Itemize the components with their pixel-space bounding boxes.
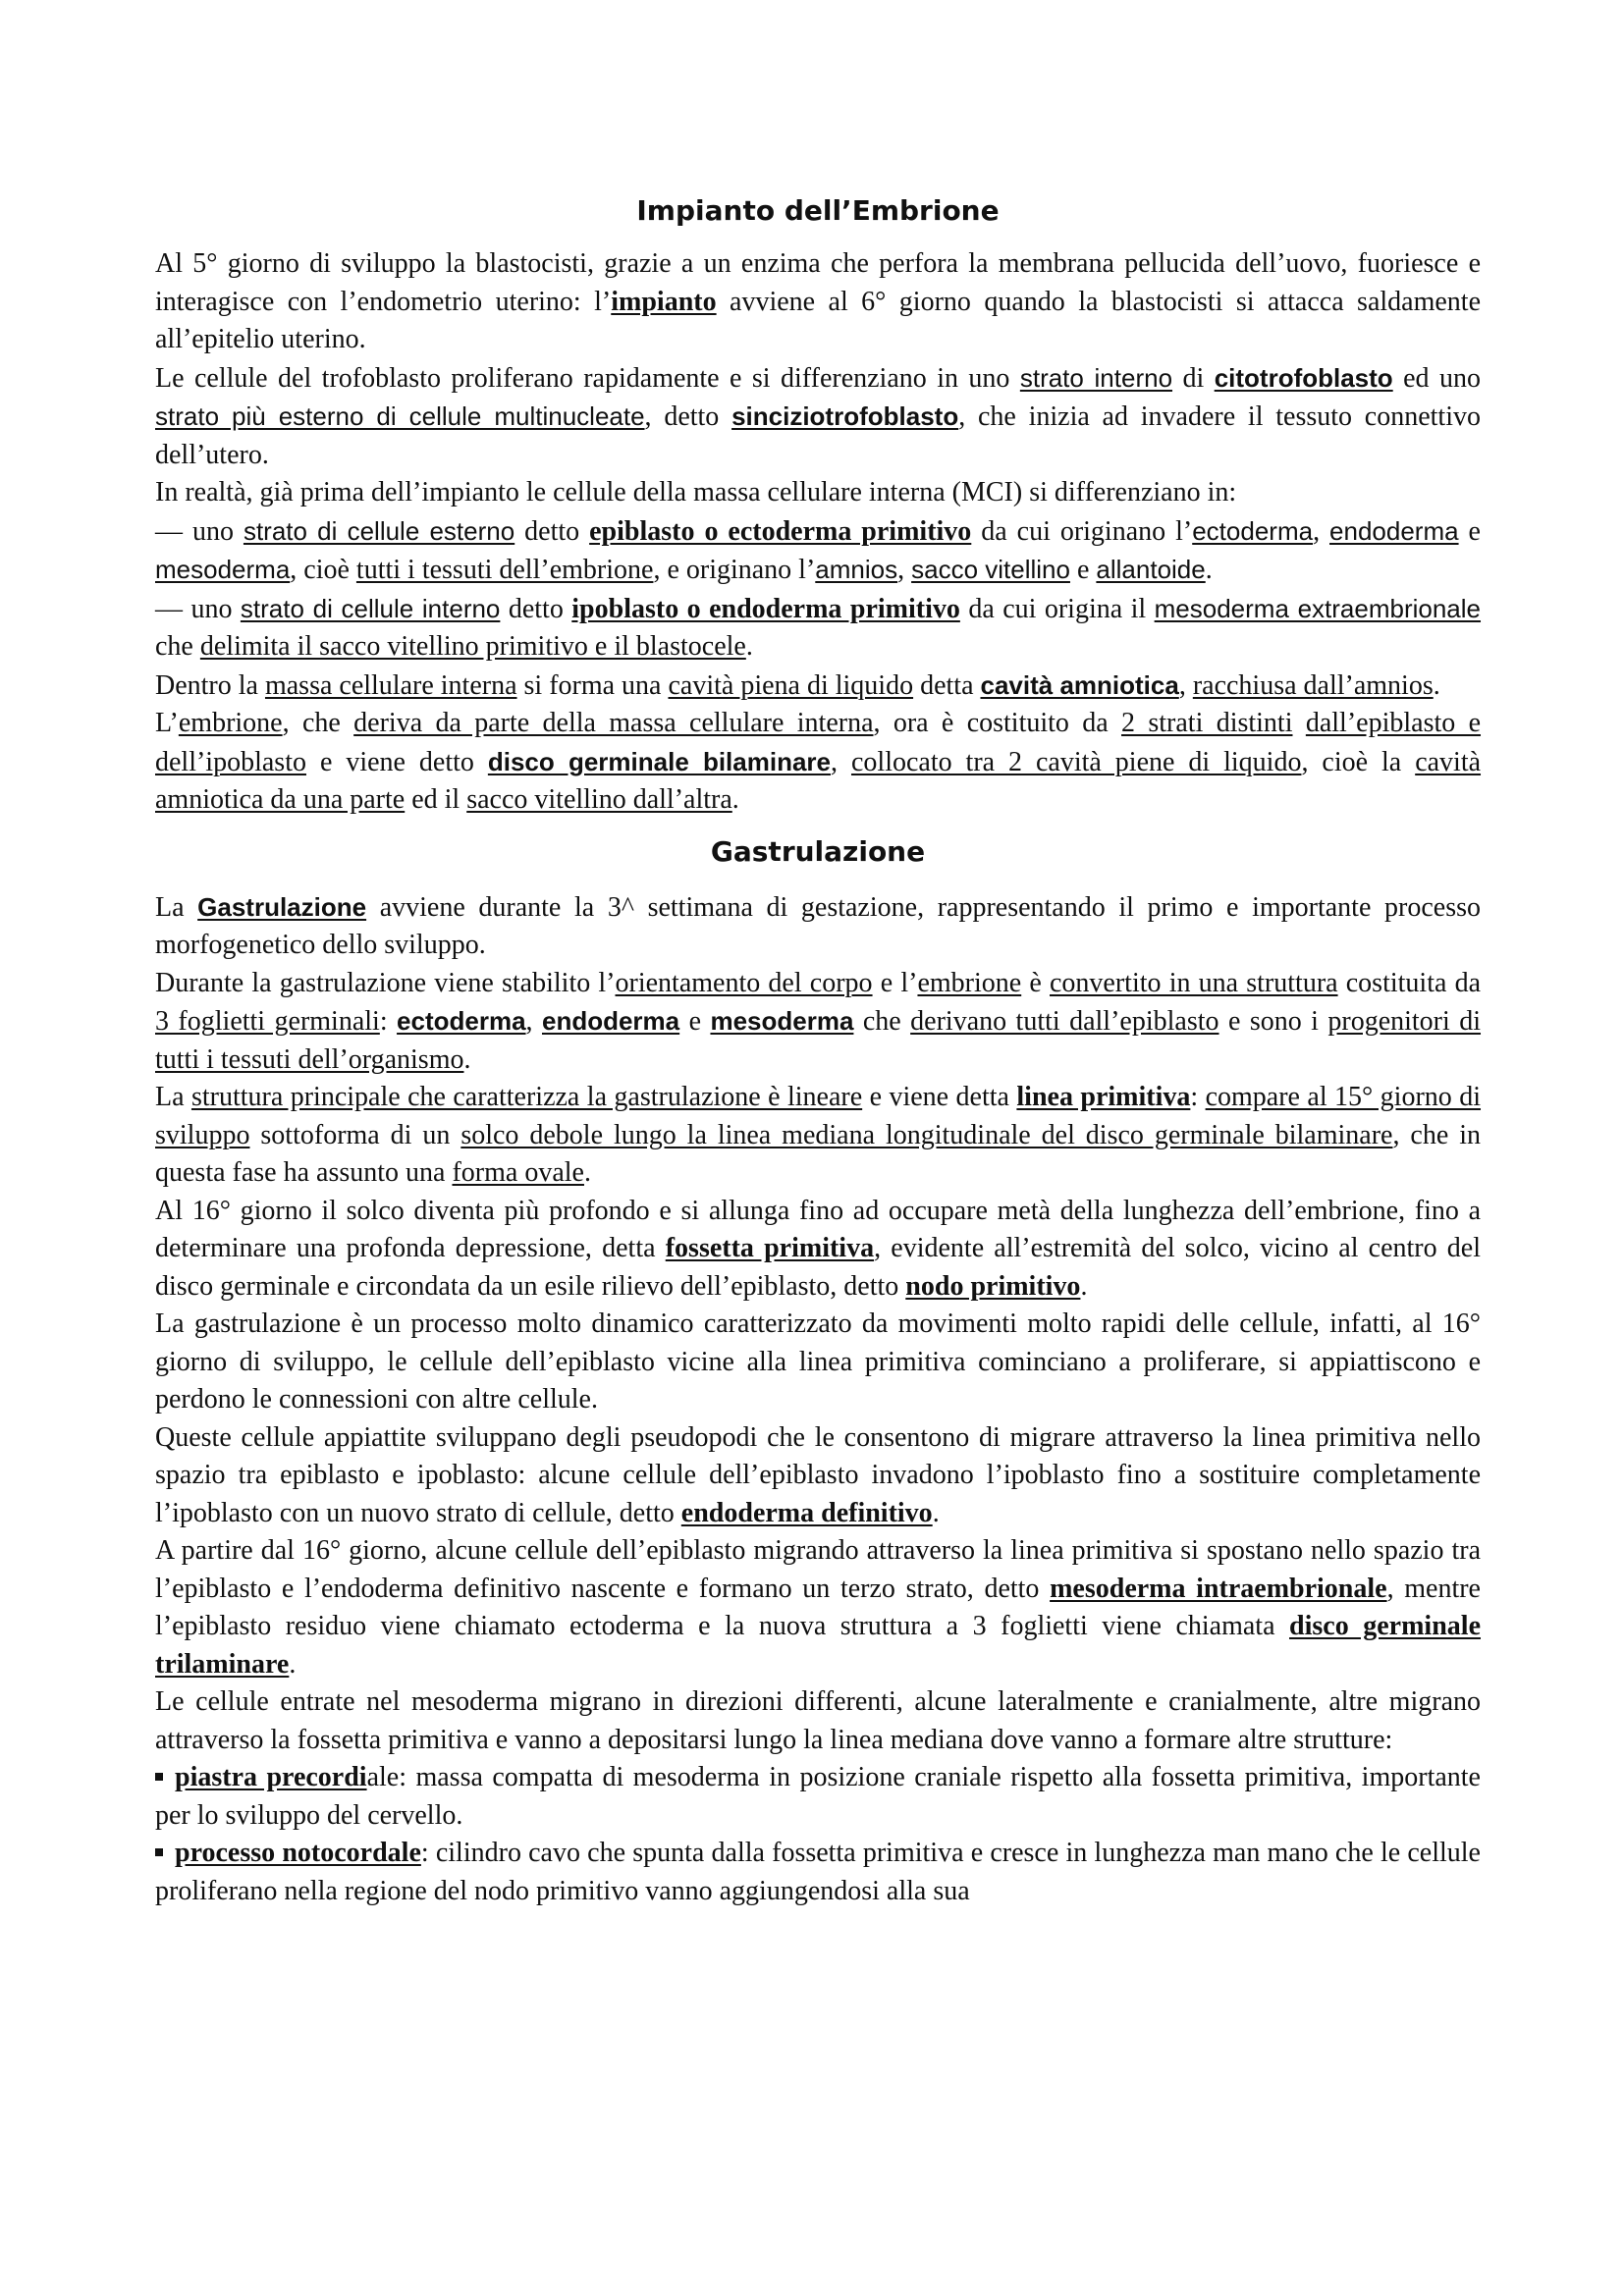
text: , cioè (290, 555, 356, 585)
text: L’ (155, 708, 179, 738)
term: forma ovale (452, 1157, 584, 1188)
text: A partire dal 16° giorno, alcune cellule dell’epiblasto migrando attraverso la linea primitiva si spostano nello spazio tra l’epiblasto e l’endoderma definitivo nascente e formano un terzo strato, detto (155, 1535, 1481, 1604)
paragraph (155, 245, 1481, 359)
term: racchiusa dall’amnios (1192, 669, 1434, 701)
text: , che (282, 708, 354, 738)
term: convertito in una struttura (1050, 967, 1338, 998)
text: , cioè la (1301, 746, 1416, 777)
text: e (1069, 555, 1097, 585)
term: strato di cellule interno (240, 593, 501, 623)
list-item (155, 1835, 1481, 1910)
term-gastrulazione: Gastrulazione (197, 891, 367, 922)
text: detto (514, 515, 590, 547)
term: derivano tutti dall’epiblasto (910, 1006, 1219, 1037)
text: e viene detta (862, 1082, 1017, 1112)
text: , (897, 555, 912, 585)
text: — uno (155, 593, 241, 624)
term: compare al 15° giorno di sviluppo (155, 1082, 1482, 1150)
paragraph: In realtà, già prima dell’impianto le cellule della massa cellulare interna (MCI) si differenziano in: (155, 477, 1237, 507)
term: endoderma (1329, 515, 1459, 546)
text: , (1313, 515, 1330, 547)
text: . (731, 784, 739, 815)
text: , mentre l’epiblasto residuo viene chiamato ectoderma e la nuova struttura a 3 foglietti viene chiamata (155, 1573, 1481, 1641)
text: costituita da (1337, 967, 1482, 998)
term-cavita-amniotica: cavità amniotica (980, 669, 1179, 700)
term: tutti i tessuti dell’embrione (355, 555, 654, 585)
paragraph: La gastrulazione è un processo molto dinamico caratterizzato da movimenti molto rapidi delle cellule, infatti, al 16° giorno di sviluppo, le cellule dell’epiblasto vicine alla linea primitiva cominciano a proliferare, si appiattiscono e perdono le connessioni con altre cellule. (155, 1308, 1481, 1415)
text: . (745, 631, 753, 662)
term-linea-primitiva: linea primitiva (1016, 1082, 1191, 1112)
text: Dentro la (155, 669, 265, 701)
text: , detto (644, 401, 732, 432)
term: mesoderma extraembrionale (1154, 593, 1482, 623)
section-title-gastrulazione: Gastrulazione (710, 834, 926, 868)
text: , (1178, 669, 1193, 701)
bullet-icon (155, 1848, 163, 1856)
text (1293, 708, 1306, 738)
text: ed il (405, 784, 467, 815)
text: sottoforma di un (249, 1119, 461, 1150)
text: Al 5° giorno di sviluppo la blastocisti, grazie a un enzima che perfora la membrana pellucida dell’uovo, fuoriesce e interagisce con l’endometrio uterino: l’ (155, 248, 1481, 317)
paragraph (155, 359, 1481, 475)
term-nodo-primitivo: nodo primitivo (905, 1270, 1081, 1302)
paragraph (155, 667, 1481, 706)
term: deriva da parte della massa cellulare interna (353, 708, 874, 738)
text: , evidente all’estremità del solco, vicino al centro del disco germinale e circondata da un esile rilievo dell’epiblasto, detto (155, 1233, 1482, 1302)
term-mesoderma: mesoderma (710, 1006, 854, 1036)
term: mesoderma (155, 555, 291, 584)
text: — uno (155, 515, 244, 547)
text: La (155, 891, 198, 923)
list-item (155, 1759, 1481, 1835)
paragraph (155, 965, 1481, 1080)
text: si forma una (516, 669, 669, 701)
paragraph (155, 1419, 1481, 1533)
paragraph (155, 888, 1481, 965)
text: . (1433, 669, 1440, 701)
paragraph (155, 1532, 1481, 1683)
term: sacco vitellino (911, 555, 1070, 584)
term: solco debole lungo la linea mediana longitudinale del disco germinale bilaminare (460, 1119, 1393, 1150)
term: progenitori di tutti i tessuti dell’organismo (155, 1006, 1482, 1075)
text: e sono i (1218, 1006, 1328, 1037)
term-processo-notocordale: processo notocordale (175, 1838, 421, 1868)
term: massa cellulare interna (264, 669, 517, 701)
text: Queste cellule appiattite sviluppano degli pseudopodi che le consentono di migrare attraverso la linea primitiva nello spazio tra epiblasto e ipoblasto: alcune cellule dell’epiblasto invadono l’ipoblasto fino a sostituire completamente l’ipoblasto con un nuovo strato di cellule, detto (155, 1421, 1481, 1528)
text: da cui origina il (959, 593, 1155, 624)
text: La (155, 1082, 191, 1112)
paragraph (155, 1193, 1481, 1307)
page-content (155, 192, 1481, 1910)
paragraph: Le cellule entrate nel mesoderma migrano in direzioni differenti, alcune lateralmente e cranialmente, altre migrano attraverso la fossetta primitiva e vanno a depositarsi lungo la linea mediana dove vanno a formare altre strutture: (155, 1686, 1481, 1755)
text: e viene detto (305, 746, 488, 777)
term-ectoderma: ectoderma (397, 1006, 526, 1036)
term-epiblasto: epiblasto o ectoderma primitivo (589, 515, 972, 547)
text: è (1021, 967, 1050, 998)
term-endoderma-definitivo: endoderma definitivo (680, 1497, 933, 1528)
term: delimita il sacco vitellino primitivo e il blastocele (199, 631, 746, 662)
text: : (379, 1006, 398, 1037)
text: . (463, 1043, 471, 1075)
text: . (583, 1157, 591, 1188)
text: avviene al 6° giorno quando la blastocisti si attacca saldamente all’epitelio uterino. (155, 286, 1481, 354)
term-citotrofoblasto: citotrofoblasto (1214, 362, 1393, 393)
term: allantoide (1096, 555, 1206, 584)
section-title-impianto: Impianto dell’Embrione (636, 194, 1000, 227)
term-fossetta-primitiva: fossetta primitiva (665, 1233, 875, 1263)
term: embrione (178, 708, 283, 738)
text: di (1172, 362, 1215, 394)
text: , (525, 1006, 542, 1037)
term-ipoblasto: ipoblasto o endoderma primitivo (571, 593, 960, 624)
text: Le cellule del trofoblasto proliferano rapidamente e si differenziano in uno (155, 362, 1020, 394)
term: strato di cellule esterno (243, 515, 515, 546)
term: dall’epiblasto e dell’ipoblasto (155, 708, 1482, 777)
term: collocato tra 2 cavità piene di liquido (850, 746, 1302, 777)
term-impianto: impianto (611, 286, 717, 317)
text: : cilindro cavo che spunta dalla fossetta primitiva e cresce in lunghezza man mano che le cellule proliferano nella regione del nodo primitivo vanno aggiungendosi alla sua (155, 1838, 1481, 1906)
text: avviene durante la 3^ settimana di gestazione, rappresentando il primo e importante processo morfogenetico dello sviluppo. (155, 891, 1481, 960)
term-mesoderma-intraembrionale: mesoderma intraembrionale (1050, 1573, 1387, 1604)
term: strato più esterno di cellule multinucleate (155, 401, 645, 431)
text: e (679, 1006, 711, 1037)
term: orientamento del corpo (615, 967, 873, 998)
text: che (155, 631, 200, 662)
text: Durante la gastrulazione viene stabilito l’ (155, 967, 616, 998)
paragraph (155, 590, 1481, 667)
text: da cui originano l’ (971, 515, 1193, 547)
term: strato interno (1019, 362, 1173, 393)
term: 2 strati distinti (1121, 708, 1293, 738)
term: embrione (917, 967, 1022, 998)
term: 3 foglietti germinali (155, 1006, 380, 1037)
text: , e originano l’ (653, 555, 816, 585)
term: ectoderma (1192, 515, 1314, 546)
text: , che inizia ad invadere il tessuto connettivo dell’utero. (155, 401, 1481, 470)
term-endoderma: endoderma (541, 1006, 680, 1036)
text: che (853, 1006, 911, 1037)
text: , che in questa fase ha assunto una (155, 1119, 1481, 1188)
text: ale: massa compatta di mesoderma in posizione craniale rispetto alla fossetta primitiva, importante per lo sviluppo del cervello. (155, 1762, 1481, 1831)
term: cavità amniotica da una parte (155, 746, 1482, 815)
text: detta (913, 669, 981, 701)
term: amnios (815, 555, 898, 584)
text: . (289, 1648, 297, 1680)
text: e (1458, 515, 1481, 547)
text: : (1190, 1082, 1206, 1112)
text: Al 16° giorno il solco diventa più profondo e si allunga fino ad occupare metà della lunghezza dell’embrione, fino a determinare una profonda depressione, detta (155, 1195, 1481, 1263)
text: e l’ (872, 967, 918, 998)
text: . (932, 1497, 940, 1528)
term-disco-bilaminare: disco germinale bilaminare (487, 746, 832, 776)
text: . (1205, 555, 1213, 585)
text: . (1080, 1270, 1088, 1302)
text: ed uno (1392, 362, 1481, 394)
term: struttura principale che caratterizza la gastrulazione è lineare (190, 1082, 863, 1112)
text: , ora è costituito da (873, 708, 1122, 738)
paragraph (155, 512, 1481, 590)
text: , (831, 746, 851, 777)
paragraph (155, 1079, 1481, 1193)
term: cavità piena di liquido (668, 669, 914, 701)
text: detto (500, 593, 572, 624)
term: sacco vitellino dall’altra (466, 784, 732, 815)
term-sinciziotrofoblasto: sinciziotrofoblasto (731, 401, 959, 431)
term-piastra-precordiale: piastra precordi (175, 1762, 367, 1792)
term-disco-trilaminare: disco germinale trilaminare (155, 1611, 1481, 1680)
bullet-icon (155, 1773, 163, 1781)
paragraph (155, 705, 1481, 820)
